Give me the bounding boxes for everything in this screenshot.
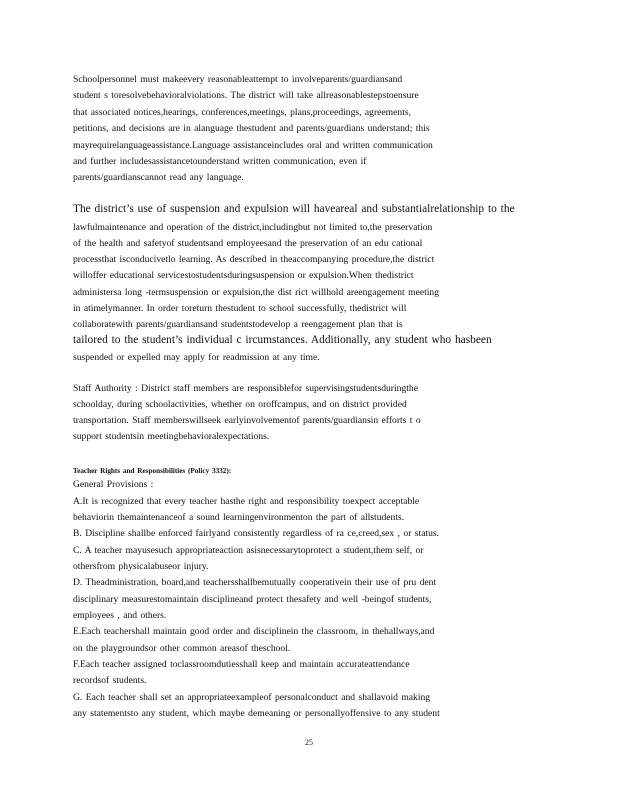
paragraph-2-line-7: in atimelymanner. In order toreturn thestudent to school successfully, thedistrict will <box>73 303 407 314</box>
paragraph-2-line-3: of the health and safetyof studentsand employeesand the preservation of an edu cational <box>73 238 423 249</box>
paragraph-2-line-9: tailored to the student’s individual c ircumstances. Additionally, any student who hasbeen <box>73 334 492 346</box>
provision-d-line-3: employees , and others. <box>73 610 167 621</box>
paragraph-2-line-10: suspended or expelled may apply for readmission at any time. <box>73 352 320 363</box>
paragraph-2-line-2: lawfulmaintenance and operation of the district,includingbut not limited to,the preservation <box>73 222 433 233</box>
provision-f-line-2: recordsof students. <box>73 675 147 686</box>
paragraph-3-line-1: Staff Authority : District staff members are responsiblefor supervisingstudentsduringthe <box>73 383 418 394</box>
paragraph-2-line-1: The district’s use of suspension and expulsion will haveareal and substantialrelationship to the <box>73 203 515 215</box>
paragraph-3-line-3: transportation. Staff memberswillseek earlyinvolvementof parents/guardiansin efforts t o <box>73 415 421 426</box>
provision-c-line-2: othersfrom physicalabuseor injury. <box>73 561 209 572</box>
provision-a-line-2: behaviorin themaintenanceof a sound learningenvironmenton the part of allstudents. <box>73 512 405 523</box>
paragraph-3-line-2: schoolday, during schoolactivities, whether on oroffcampus, and on district provided <box>73 399 407 410</box>
section-heading: Teacher Rights and Responsibilities (Policy 3332): <box>73 467 232 475</box>
paragraph-1-line-4: petitions, and decisions are in alanguage thestudent and parents/guardians understand; this <box>73 123 430 134</box>
general-provisions-label: General Provisions : <box>73 479 154 490</box>
paragraph-1-line-3: that associated notices,hearings, conferences,meetings, plans,proceedings, agreements, <box>73 107 411 118</box>
paragraph-1-line-2: student s toresolvebehavioralviolations. The district will take allreasonablestepstoensure <box>73 90 419 101</box>
provision-c-line-1: C. A teacher mayusesuch appropriateaction asisnecessarytoprotect a student,them self, or <box>73 545 424 556</box>
paragraph-1-line-1: Schoolpersonnel must makeevery reasonableattempt to involveparents/guardiansand <box>73 74 403 85</box>
provision-e-line-1: E.Each teachershall maintain good order and disciplinein the classroom, in thehallways,and <box>73 626 435 637</box>
provision-b: B. Discipline shallbe enforced fairlyand consistently regardless of ra ce,creed,sex , or status. <box>73 528 440 539</box>
paragraph-2-line-4: processthat isconducivetlo learning. As described in theaccompanying procedure,the district <box>73 254 435 265</box>
provision-f-line-1: F.Each teacher assigned toclassroomdutiesshall keep and maintain accurateattendance <box>73 659 410 670</box>
provision-g-line-1: G. Each teacher shall set an appropriateexampleof personalconduct and shallavoid making <box>73 692 431 703</box>
paragraph-1-line-6: and further includesassistancetounderstand written communication, even if <box>73 156 367 167</box>
paragraph-1-line-7: parents/guardianscannot read any language. <box>73 172 244 183</box>
provision-d-line-2: disciplinary measurestomaintain disciplineand protect thesafety and well -beingof students, <box>73 594 432 605</box>
provision-g-line-2: any statementsto any student, which maybe demeaning or personallyoffensive to any student <box>73 708 440 719</box>
page-number: 25 <box>305 738 313 747</box>
provision-e-line-2: on the playgroundsor other common areasof theschool. <box>73 643 291 654</box>
provision-a-line-1: A.It is recognized that every teacher hasthe right and responsibility toexpect acceptable <box>73 496 420 507</box>
paragraph-1-line-5: mayrequirelanguageassistance.Language assistanceincludes oral and written communication <box>73 140 433 151</box>
paragraph-2-line-8: collaboratewith parents/guardiansand studentstodevelop a reengagement plan that is <box>73 319 403 330</box>
provision-d-line-1: D. Theadministration, board,and teachersshallbemutually cooperativein their use of pru dent <box>73 577 437 588</box>
paragraph-2-line-5: willoffer educational servicestostudentsduringsuspension or expulsion.When thedistrict <box>73 270 414 281</box>
paragraph-2-line-6: administersa long -termsuspension or expulsion,the dist rict willhold areengagement meeting <box>73 287 440 298</box>
paragraph-3-line-4: support studentsin meetingbehavioralexpectations. <box>73 431 270 442</box>
